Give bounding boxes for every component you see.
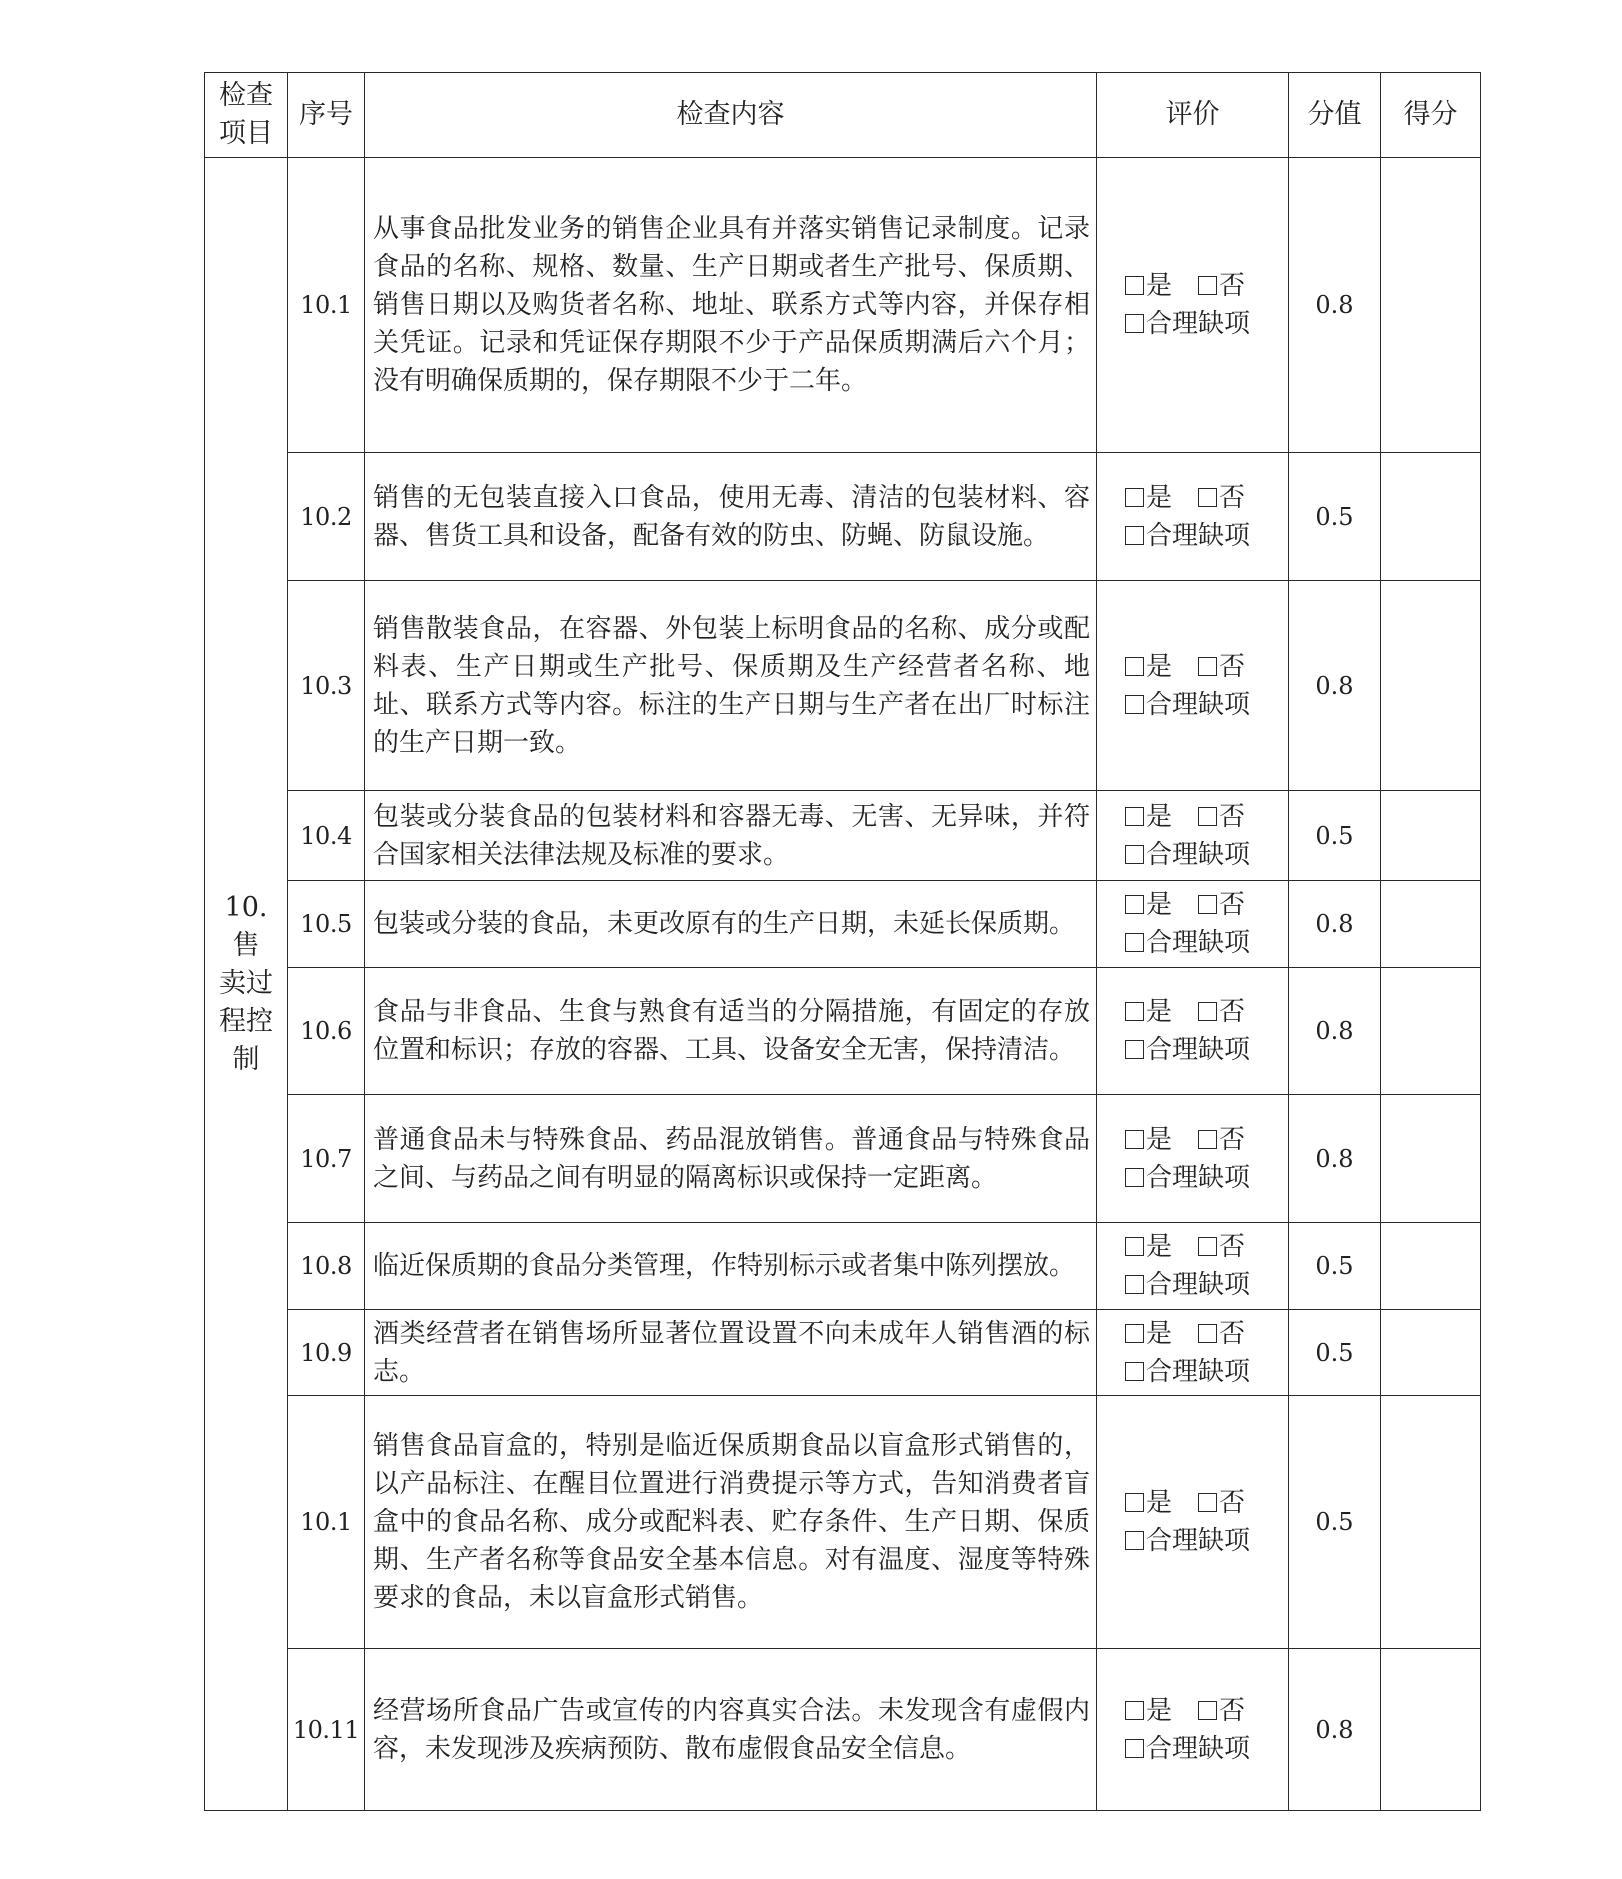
not-applicable-label: 合理缺项 bbox=[1146, 520, 1251, 551]
evaluation-line-yes-no bbox=[1125, 798, 1288, 836]
row-content: 包装或分装的食品，未更改原有的生产日期，未延长保质期。 bbox=[365, 881, 1097, 968]
row-number: 10.11 bbox=[288, 1649, 365, 1811]
score-obtained-field[interactable] bbox=[1381, 791, 1481, 881]
score-obtained-field[interactable] bbox=[1381, 881, 1481, 968]
row-number: 10.2 bbox=[288, 453, 365, 581]
table-body bbox=[205, 158, 1481, 1811]
no-label: 否 bbox=[1219, 1488, 1246, 1518]
not-applicable-checkbox[interactable] bbox=[1125, 845, 1144, 864]
evaluation-options bbox=[1097, 968, 1289, 1095]
no-label: 否 bbox=[1219, 1318, 1246, 1349]
row-number: 10.3 bbox=[288, 581, 365, 791]
score-value: 0.8 bbox=[1289, 581, 1381, 791]
score-value: 0.5 bbox=[1289, 1223, 1381, 1310]
no-label: 否 bbox=[1219, 997, 1246, 1027]
not-applicable-checkbox[interactable] bbox=[1125, 1531, 1144, 1550]
header-category-line1: 检查 bbox=[219, 80, 273, 111]
no-label: 否 bbox=[1219, 482, 1246, 513]
header-score-obtained: 得分 bbox=[1381, 73, 1481, 158]
table-row bbox=[205, 158, 1481, 453]
category-label-line4: 制 bbox=[232, 1044, 260, 1075]
yes-checkbox[interactable] bbox=[1125, 488, 1144, 507]
table-row bbox=[205, 881, 1481, 968]
yes-label: 是 bbox=[1146, 801, 1173, 832]
score-value: 0.5 bbox=[1289, 453, 1381, 581]
yes-label: 是 bbox=[1146, 482, 1173, 513]
table-row bbox=[205, 1649, 1481, 1811]
score-obtained-field[interactable] bbox=[1381, 1396, 1481, 1649]
row-number: 10.1 bbox=[288, 1396, 365, 1649]
yes-checkbox[interactable] bbox=[1125, 807, 1144, 826]
evaluation-line-not-applicable bbox=[1125, 305, 1288, 343]
row-content: 经营场所食品广告或宣传的内容真实合法。未发现含有虚假内容，未发现涉及疾病预防、散布虚假食品安全信息。 bbox=[365, 1649, 1097, 1811]
not-applicable-checkbox[interactable] bbox=[1125, 933, 1144, 952]
row-number: 10.7 bbox=[288, 1095, 365, 1223]
yes-label: 是 bbox=[1146, 1124, 1173, 1155]
score-value: 0.5 bbox=[1289, 1396, 1381, 1649]
category-cell bbox=[205, 158, 288, 1811]
evaluation-options bbox=[1097, 791, 1289, 881]
row-number: 10.8 bbox=[288, 1223, 365, 1310]
category-label-line1: 10. 售 bbox=[224, 892, 268, 961]
score-value: 0.8 bbox=[1289, 158, 1381, 453]
table-row bbox=[205, 1310, 1481, 1396]
yes-checkbox[interactable] bbox=[1125, 895, 1144, 914]
yes-label: 是 bbox=[1146, 997, 1173, 1027]
yes-checkbox[interactable] bbox=[1125, 657, 1144, 676]
no-checkbox[interactable] bbox=[1198, 1237, 1217, 1256]
score-obtained-field[interactable] bbox=[1381, 968, 1481, 1095]
inspection-table bbox=[204, 72, 1481, 1811]
row-number: 10.4 bbox=[288, 791, 365, 881]
yes-label: 是 bbox=[1146, 1488, 1173, 1518]
evaluation-line-not-applicable bbox=[1125, 686, 1288, 724]
category-label-line2: 卖过 bbox=[219, 968, 273, 999]
score-obtained-field[interactable] bbox=[1381, 1649, 1481, 1811]
category-label-line3: 程控 bbox=[219, 1006, 273, 1037]
score-value: 0.8 bbox=[1289, 1095, 1381, 1223]
no-checkbox[interactable] bbox=[1198, 895, 1217, 914]
table-row bbox=[205, 453, 1481, 581]
score-obtained-field[interactable] bbox=[1381, 1095, 1481, 1223]
row-content: 销售的无包装直接入口食品，使用无毒、清洁的包装材料、容器、售货工具和设备，配备有效的防虫、防蝇、防鼠设施。 bbox=[365, 453, 1097, 581]
evaluation-line-yes-no bbox=[1125, 1484, 1288, 1522]
score-obtained-field[interactable] bbox=[1381, 1310, 1481, 1396]
table-row bbox=[205, 1095, 1481, 1223]
not-applicable-label: 合理缺项 bbox=[1146, 1356, 1251, 1387]
row-number: 10.1 bbox=[288, 158, 365, 453]
not-applicable-label: 合理缺项 bbox=[1146, 839, 1251, 870]
yes-checkbox[interactable] bbox=[1125, 1324, 1144, 1343]
evaluation-line-not-applicable bbox=[1125, 836, 1288, 874]
not-applicable-label: 合理缺项 bbox=[1146, 1035, 1251, 1065]
evaluation-options bbox=[1097, 1095, 1289, 1223]
not-applicable-checkbox[interactable] bbox=[1125, 1362, 1144, 1381]
score-value: 0.8 bbox=[1289, 968, 1381, 1095]
no-checkbox[interactable] bbox=[1198, 276, 1217, 295]
no-checkbox[interactable] bbox=[1198, 1701, 1217, 1720]
no-checkbox[interactable] bbox=[1198, 1002, 1217, 1021]
row-content: 食品与非食品、生食与熟食有适当的分隔措施，有固定的存放位置和标识；存放的容器、工具、设备安全无害，保持清洁。 bbox=[365, 968, 1097, 1095]
not-applicable-label: 合理缺项 bbox=[1146, 689, 1251, 720]
evaluation-line-yes-no bbox=[1125, 1692, 1288, 1730]
header-row bbox=[205, 73, 1481, 158]
no-checkbox[interactable] bbox=[1198, 1130, 1217, 1149]
score-value: 0.5 bbox=[1289, 791, 1381, 881]
table-row bbox=[205, 1396, 1481, 1649]
yes-label: 是 bbox=[1146, 1695, 1173, 1726]
not-applicable-checkbox[interactable] bbox=[1125, 1739, 1144, 1758]
evaluation-line-not-applicable bbox=[1125, 1266, 1288, 1304]
evaluation-line-yes-no bbox=[1125, 267, 1288, 305]
evaluation-line-not-applicable bbox=[1125, 1031, 1288, 1069]
yes-checkbox[interactable] bbox=[1125, 1701, 1144, 1720]
yes-checkbox[interactable] bbox=[1125, 1002, 1144, 1021]
table-row bbox=[205, 1223, 1481, 1310]
evaluation-line-not-applicable bbox=[1125, 1522, 1288, 1560]
header-content: 检查内容 bbox=[365, 73, 1097, 158]
evaluation-options bbox=[1097, 881, 1289, 968]
no-label: 否 bbox=[1219, 271, 1246, 301]
score-obtained-field[interactable] bbox=[1381, 581, 1481, 791]
score-value: 0.8 bbox=[1289, 881, 1381, 968]
not-applicable-checkbox[interactable] bbox=[1125, 695, 1144, 714]
header-category-line2: 项目 bbox=[219, 118, 273, 149]
header-no: 序号 bbox=[288, 73, 365, 158]
yes-label: 是 bbox=[1146, 1318, 1173, 1349]
yes-label: 是 bbox=[1146, 890, 1173, 920]
not-applicable-label: 合理缺项 bbox=[1146, 1270, 1251, 1300]
header-score-value: 分值 bbox=[1289, 73, 1381, 158]
evaluation-options bbox=[1097, 158, 1289, 453]
evaluation-line-not-applicable bbox=[1125, 1159, 1288, 1197]
row-number: 10.9 bbox=[288, 1310, 365, 1396]
yes-checkbox[interactable] bbox=[1125, 276, 1144, 295]
no-label: 否 bbox=[1219, 651, 1246, 682]
evaluation-line-not-applicable bbox=[1125, 1353, 1288, 1391]
no-label: 否 bbox=[1219, 1695, 1246, 1726]
not-applicable-label: 合理缺项 bbox=[1146, 309, 1251, 339]
score-obtained-field[interactable] bbox=[1381, 1223, 1481, 1310]
evaluation-line-yes-no bbox=[1125, 479, 1288, 517]
score-value: 0.8 bbox=[1289, 1649, 1381, 1811]
no-checkbox[interactable] bbox=[1198, 657, 1217, 676]
row-number: 10.6 bbox=[288, 968, 365, 1095]
evaluation-line-yes-no bbox=[1125, 993, 1288, 1031]
not-applicable-checkbox[interactable] bbox=[1125, 1275, 1144, 1294]
no-label: 否 bbox=[1219, 1232, 1246, 1262]
score-obtained-field[interactable] bbox=[1381, 453, 1481, 581]
no-checkbox[interactable] bbox=[1198, 1324, 1217, 1343]
not-applicable-checkbox[interactable] bbox=[1125, 526, 1144, 545]
row-content: 销售食品盲盒的，特别是临近保质期食品以盲盒形式销售的，以产品标注、在醒目位置进行消费提示等方式，告知消费者盲盒中的食品名称、成分或配料表、贮存条件、生产日期、保质期、生产者名称等食品安全基本信息。对有温度、湿度等特殊要求的食品，未以盲盒形式销售。 bbox=[365, 1396, 1097, 1649]
evaluation-line-yes-no bbox=[1125, 886, 1288, 924]
evaluation-line-yes-no bbox=[1125, 648, 1288, 686]
yes-label: 是 bbox=[1146, 271, 1173, 301]
yes-label: 是 bbox=[1146, 651, 1173, 682]
score-obtained-field[interactable] bbox=[1381, 158, 1481, 453]
no-checkbox[interactable] bbox=[1198, 488, 1217, 507]
row-content: 从事食品批发业务的销售企业具有并落实销售记录制度。记录食品的名称、规格、数量、生产日期或者生产批号、保质期、销售日期以及购货者名称、地址、联系方式等内容，并保存相关凭证。记录和凭证保存期限不少于产品保质期满后六个月；没有明确保质期的，保存期限不少于二年。 bbox=[365, 158, 1097, 453]
evaluation-options bbox=[1097, 1396, 1289, 1649]
not-applicable-label: 合理缺项 bbox=[1146, 1526, 1251, 1556]
row-content: 普通食品未与特殊食品、药品混放销售。普通食品与特殊食品之间、与药品之间有明显的隔离标识或保持一定距离。 bbox=[365, 1095, 1097, 1223]
evaluation-line-not-applicable bbox=[1125, 517, 1288, 555]
evaluation-options bbox=[1097, 1223, 1289, 1310]
no-label: 否 bbox=[1219, 1124, 1246, 1155]
not-applicable-checkbox[interactable] bbox=[1125, 1040, 1144, 1059]
yes-checkbox[interactable] bbox=[1125, 1130, 1144, 1149]
table-row bbox=[205, 581, 1481, 791]
no-checkbox[interactable] bbox=[1198, 807, 1217, 826]
evaluation-options bbox=[1097, 1310, 1289, 1396]
not-applicable-label: 合理缺项 bbox=[1146, 1733, 1251, 1764]
not-applicable-checkbox[interactable] bbox=[1125, 1168, 1144, 1187]
evaluation-line-not-applicable bbox=[1125, 924, 1288, 962]
row-number: 10.5 bbox=[288, 881, 365, 968]
yes-checkbox[interactable] bbox=[1125, 1237, 1144, 1256]
yes-label: 是 bbox=[1146, 1232, 1173, 1262]
no-checkbox[interactable] bbox=[1198, 1493, 1217, 1512]
no-label: 否 bbox=[1219, 890, 1246, 920]
row-content: 临近保质期的食品分类管理，作特别标示或者集中陈列摆放。 bbox=[365, 1223, 1097, 1310]
table-row bbox=[205, 791, 1481, 881]
score-value: 0.5 bbox=[1289, 1310, 1381, 1396]
header-evaluation: 评价 bbox=[1097, 73, 1289, 158]
yes-checkbox[interactable] bbox=[1125, 1493, 1144, 1512]
no-label: 否 bbox=[1219, 801, 1246, 832]
not-applicable-label: 合理缺项 bbox=[1146, 928, 1251, 958]
not-applicable-label: 合理缺项 bbox=[1146, 1162, 1251, 1193]
table-row bbox=[205, 968, 1481, 1095]
evaluation-options bbox=[1097, 581, 1289, 791]
evaluation-options bbox=[1097, 453, 1289, 581]
evaluation-line-not-applicable bbox=[1125, 1730, 1288, 1768]
row-content: 包装或分装食品的包装材料和容器无毒、无害、无异味，并符合国家相关法律法规及标准的要求。 bbox=[365, 791, 1097, 881]
row-content: 酒类经营者在销售场所显著位置设置不向未成年人销售酒的标志。 bbox=[365, 1310, 1097, 1396]
evaluation-line-yes-no bbox=[1125, 1121, 1288, 1159]
not-applicable-checkbox[interactable] bbox=[1125, 314, 1144, 333]
header-category bbox=[205, 73, 288, 158]
evaluation-options bbox=[1097, 1649, 1289, 1811]
evaluation-line-yes-no bbox=[1125, 1228, 1288, 1266]
row-content: 销售散装食品，在容器、外包装上标明食品的名称、成分或配料表、生产日期或生产批号、保质期及生产经营者名称、地址、联系方式等内容。标注的生产日期与生产者在出厂时标注的生产日期一致。 bbox=[365, 581, 1097, 791]
evaluation-line-yes-no bbox=[1125, 1315, 1288, 1353]
